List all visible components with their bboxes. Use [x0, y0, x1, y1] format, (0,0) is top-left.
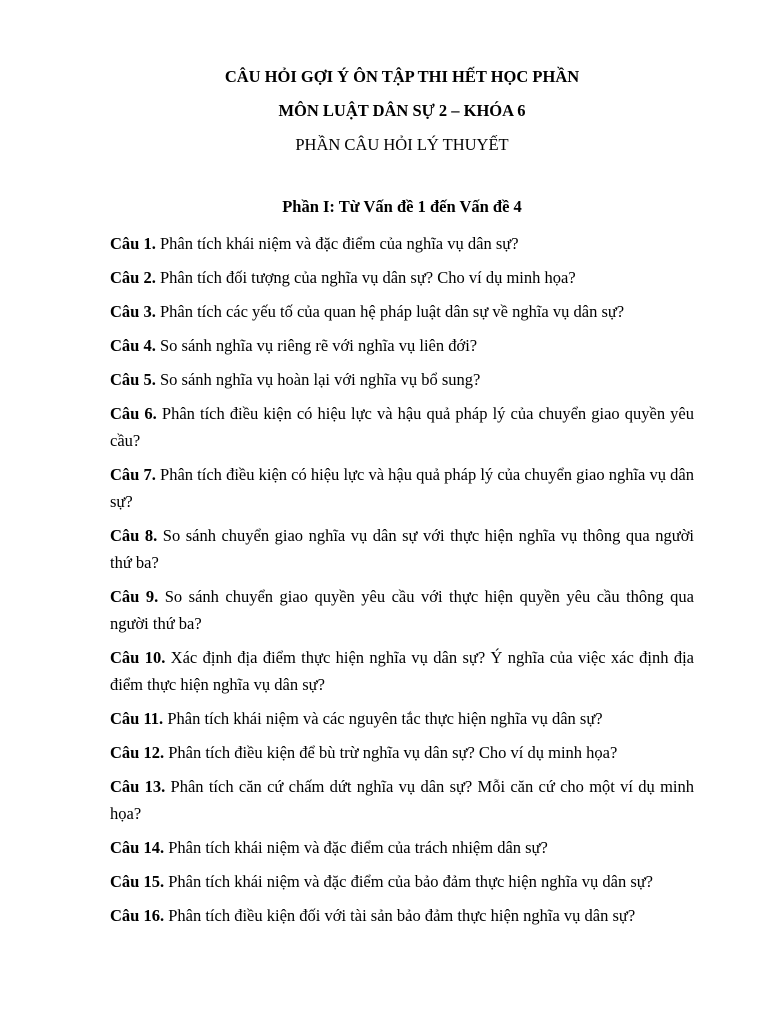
- question-label: Câu 10.: [110, 648, 166, 667]
- question-label: Câu 3.: [110, 302, 156, 321]
- question-label: Câu 9.: [110, 587, 159, 606]
- question-item: [110, 705, 694, 732]
- question-text: Phân tích các yếu tố của quan hệ pháp luật dân sự về nghĩa vụ dân sự?: [155, 302, 625, 321]
- question-text: Phân tích căn cứ chấm dứt nghĩa vụ dân sự? Mỗi căn cứ cho một ví dụ minh họa?: [110, 777, 695, 823]
- question-label: Câu 13.: [110, 777, 166, 796]
- question-item: [110, 773, 694, 827]
- question-item: [110, 461, 694, 515]
- question-label: Câu 11.: [110, 709, 164, 728]
- question-text: Phân tích khái niệm và đặc điểm của bảo đảm thực hiện nghĩa vụ dân sự?: [164, 872, 654, 891]
- question-item: [110, 583, 694, 637]
- question-label: Câu 2.: [110, 268, 156, 287]
- question-text: Phân tích điều kiện đối với tài sản bảo đảm thực hiện nghĩa vụ dân sự?: [164, 906, 636, 925]
- question-text: Phân tích khái niệm và đặc điểm của nghĩa vụ dân sự?: [155, 234, 519, 253]
- question-text: Phân tích khái niệm và đặc điểm của trách nhiệm dân sự?: [164, 838, 548, 857]
- question-text: So sánh nghĩa vụ riêng rẽ với nghĩa vụ liên đới?: [155, 336, 478, 355]
- question-label: Câu 1.: [110, 234, 156, 253]
- question-text: So sánh chuyển giao nghĩa vụ dân sự với thực hiện nghĩa vụ thông qua người thứ ba?: [110, 526, 695, 572]
- question-text: So sánh chuyển giao quyền yêu cầu với thực hiện quyền yêu cầu thông qua người thứ ba?: [110, 587, 694, 633]
- question-item: [110, 868, 694, 895]
- question-item: [110, 834, 694, 861]
- question-text: Phân tích đối tượng của nghĩa vụ dân sự? Cho ví dụ minh họa?: [155, 268, 576, 287]
- question-label: Câu 15.: [110, 872, 165, 891]
- question-item: [110, 644, 694, 698]
- question-item: [110, 230, 694, 257]
- question-text: Phân tích khái niệm và các nguyên tắc thực hiện nghĩa vụ dân sự?: [163, 709, 603, 728]
- question-label: Câu 12.: [110, 743, 165, 762]
- course-subtitle: MÔN LUẬT DÂN SỰ 2 – KHÓA 6: [278, 101, 526, 120]
- question-label: Câu 16.: [110, 906, 165, 925]
- question-item: [110, 332, 694, 359]
- question-item: [110, 400, 694, 454]
- question-list: [110, 230, 694, 929]
- question-text: Phân tích điều kiện có hiệu lực và hậu quả pháp lý của chuyển giao quyền yêu cầu?: [110, 404, 694, 450]
- document-title: CÂU HỎI GỢI Ý ÔN TẬP THI HẾT HỌC PHẦN: [224, 67, 580, 86]
- question-label: Câu 4.: [110, 336, 156, 355]
- document-page: [110, 66, 694, 936]
- question-item: [110, 739, 694, 766]
- question-text: Xác định địa điểm thực hiện nghĩa vụ dân sự? Ý nghĩa của việc xác định địa điểm thực hiện nghĩa vụ dân sự?: [110, 648, 694, 694]
- question-item: [110, 902, 694, 929]
- question-text: So sánh nghĩa vụ hoàn lại với nghĩa vụ bổ sung?: [155, 370, 481, 389]
- question-label: Câu 7.: [110, 465, 156, 484]
- question-item: [110, 264, 694, 291]
- question-label: Câu 6.: [110, 404, 157, 423]
- question-item: [110, 366, 694, 393]
- question-label: Câu 5.: [110, 370, 156, 389]
- question-label: Câu 14.: [110, 838, 165, 857]
- part-subtitle: PHẦN CÂU HỎI LÝ THUYẾT: [295, 135, 509, 154]
- question-text: Phân tích điều kiện có hiệu lực và hậu quả pháp lý của chuyển giao nghĩa vụ dân sự?: [110, 465, 695, 511]
- question-text: Phân tích điều kiện để bù trừ nghĩa vụ dân sự? Cho ví dụ minh họa?: [164, 743, 618, 762]
- section-heading: Phần I: Từ Vấn đề 1 đến Vấn đề 4: [282, 197, 522, 216]
- question-item: [110, 522, 694, 576]
- question-label: Câu 8.: [110, 526, 158, 545]
- question-item: [110, 298, 694, 325]
